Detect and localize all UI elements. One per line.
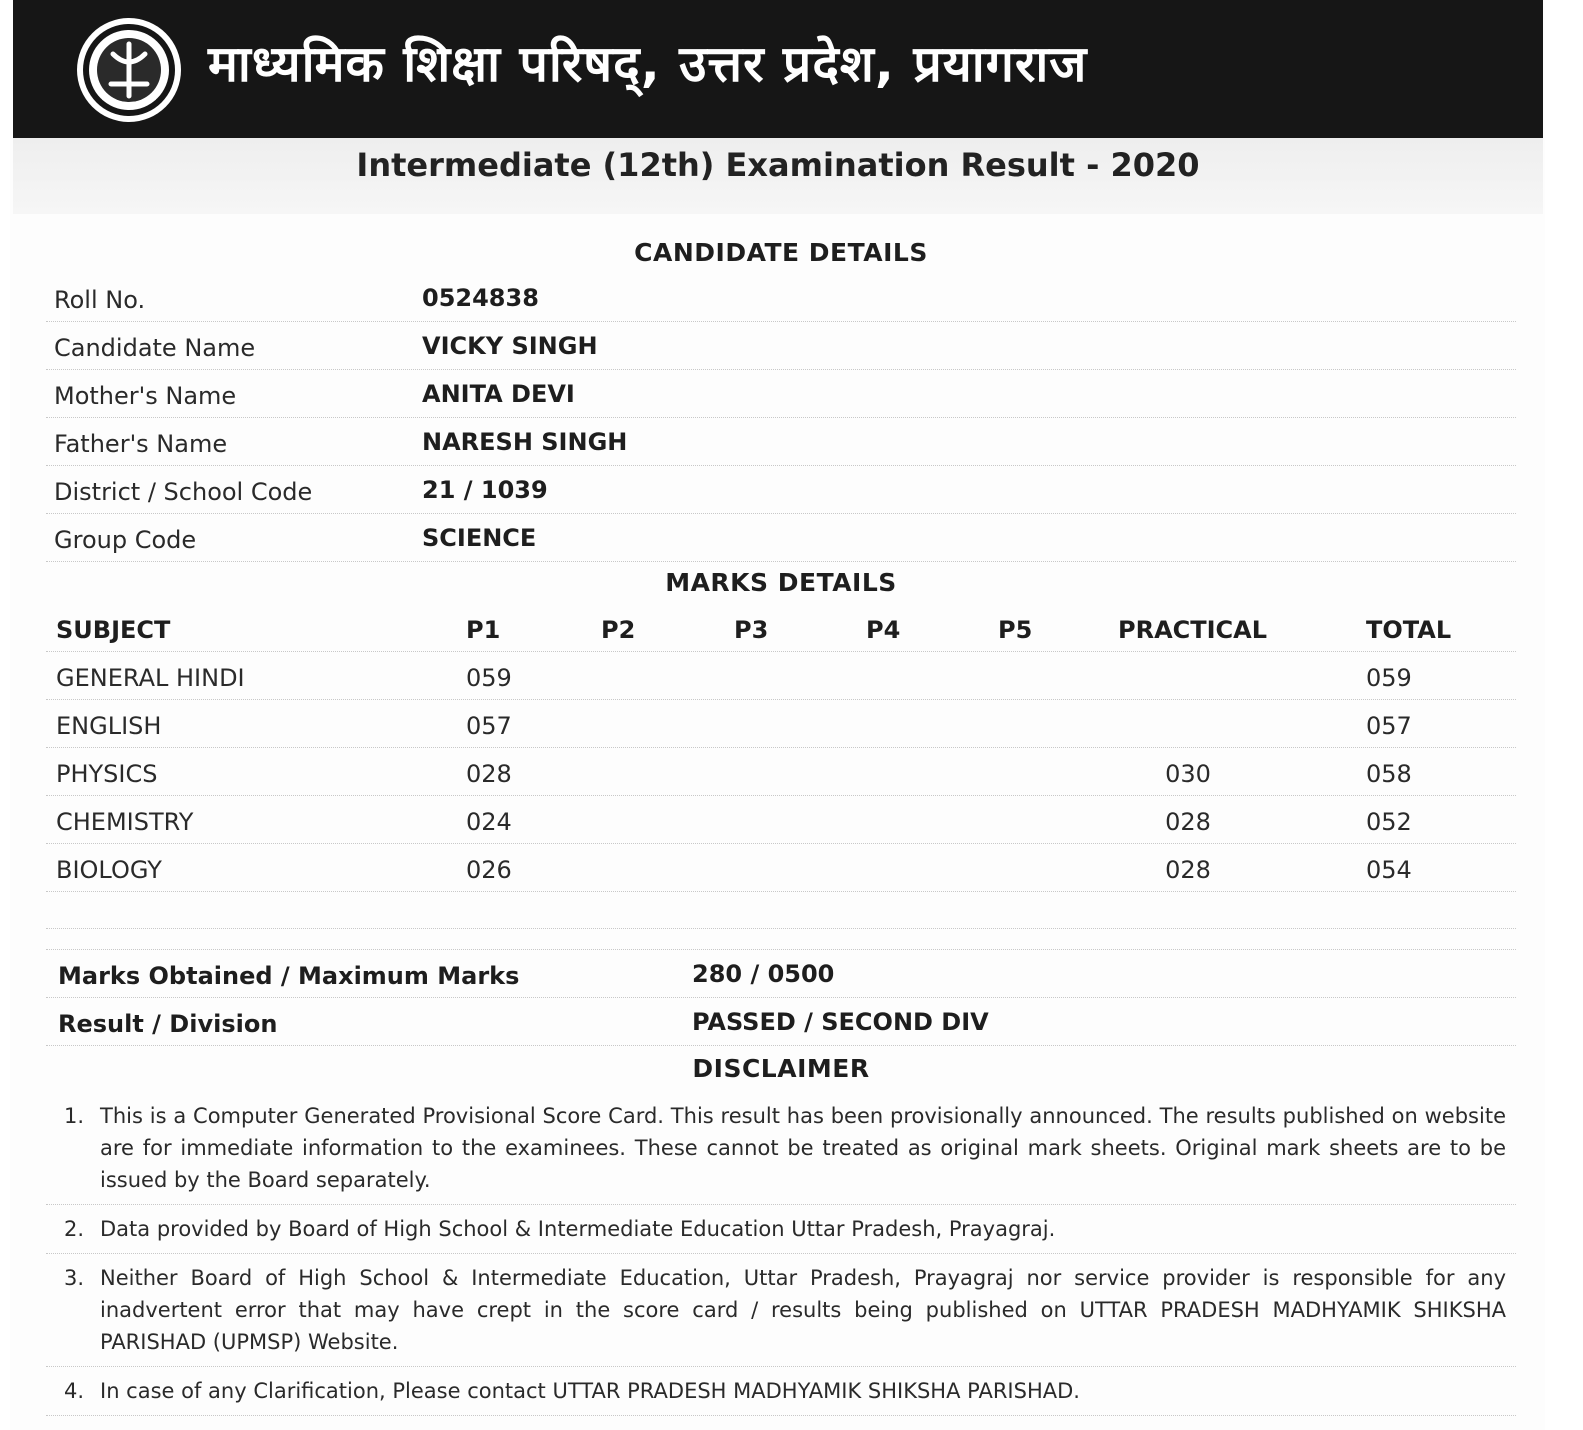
disclaimer-text: In case of any Clarification, Please contact UTTAR PRADESH MADHYAMIK SHIKSHA PARISHAD.	[100, 1379, 1080, 1403]
disclaimer-number: 4.	[64, 1379, 85, 1403]
detail-value: 21 / 1039	[422, 476, 548, 504]
cell-p1: 059	[466, 664, 512, 692]
candidate-detail-row	[46, 514, 1516, 562]
list-item	[46, 1254, 1516, 1367]
exam-title-bar	[13, 138, 1543, 214]
header-banner	[13, 0, 1543, 138]
table-row	[46, 700, 1516, 748]
detail-label: District / School Code	[54, 478, 313, 506]
disclaimer-number: 3.	[64, 1266, 85, 1290]
header-total: TOTAL	[1366, 616, 1452, 644]
disclaimer-number: 2.	[64, 1217, 85, 1241]
detail-label: Candidate Name	[54, 334, 256, 362]
candidate-details	[46, 274, 1516, 562]
marks-table-header	[46, 604, 1516, 652]
header-p3: P3	[734, 616, 769, 644]
cell-p1: 057	[466, 712, 512, 740]
list-item	[46, 1205, 1516, 1254]
table-spacer	[46, 892, 1516, 929]
candidate-detail-row	[46, 370, 1516, 418]
disclaimer-list	[46, 1092, 1516, 1416]
list-item	[46, 1367, 1516, 1416]
cell-total: 052	[1366, 808, 1412, 836]
result-content	[46, 238, 1516, 1416]
candidate-detail-row	[46, 418, 1516, 466]
disclaimer-text: Neither Board of High School & Intermediate Education, Uttar Pradesh, Prayagraj nor service provider is responsible for any inadvertent error that may have crept in the score card / results being published on UTTAR PRADESH MADHYAMIK SHIKSHA PARISHAD (UPMSP) Website.	[100, 1266, 1506, 1354]
disclaimer-number: 1.	[64, 1104, 85, 1128]
cell-p1: 028	[466, 760, 512, 788]
detail-label: Roll No.	[54, 286, 146, 314]
detail-value: ANITA DEVI	[422, 380, 575, 408]
table-row	[46, 748, 1516, 796]
candidate-detail-row	[46, 274, 1516, 322]
detail-value: SCIENCE	[422, 524, 537, 552]
result-division-label: Result / Division	[58, 1010, 278, 1038]
candidate-detail-row	[46, 322, 1516, 370]
header-p1: P1	[466, 616, 501, 644]
cell-total: 054	[1366, 856, 1412, 884]
upmsp-emblem-icon	[73, 14, 185, 126]
header-p5: P5	[998, 616, 1033, 644]
cell-subject: BIOLOGY	[56, 856, 162, 884]
table-row	[46, 844, 1516, 892]
disclaimer-title: DISCLAIMER	[692, 1054, 870, 1083]
disclaimer-text: This is a Computer Generated Provisional Score Card. This result has been provisionally announced. The results published on website are for immediate information to the examinees. These cannot be treated as original mark sheets. Original mark sheets are to be issued by the Board separately.	[100, 1104, 1506, 1192]
cell-p1: 024	[466, 808, 512, 836]
cell-total: 058	[1366, 760, 1412, 788]
marks-obtained-value: 280 / 0500	[692, 960, 835, 988]
marks-table-body	[46, 652, 1516, 892]
list-item	[46, 1092, 1516, 1205]
detail-label: Mother's Name	[54, 382, 237, 410]
detail-label: Group Code	[54, 526, 197, 554]
table-row	[46, 796, 1516, 844]
marks-obtained-label: Marks Obtained / Maximum Marks	[58, 962, 520, 990]
board-title: माध्यमिक शिक्षा परिषद्, उत्तर प्रदेश, प्रयागराज	[208, 35, 1088, 93]
cell-subject: CHEMISTRY	[56, 808, 194, 836]
table-spacer	[46, 929, 1516, 950]
result-summary-row	[46, 998, 1516, 1046]
cell-practical: 028	[1165, 808, 1211, 836]
cell-total: 057	[1366, 712, 1412, 740]
detail-label: Father's Name	[54, 430, 228, 458]
detail-value: 0524838	[422, 284, 539, 312]
result-division-value: PASSED / SECOND DIV	[692, 1008, 989, 1036]
exam-title: Intermediate (12th) Examination Result - 2020	[356, 146, 1200, 184]
header-practical: PRACTICAL	[1118, 616, 1268, 644]
cell-subject: ENGLISH	[56, 712, 162, 740]
header-p2: P2	[601, 616, 636, 644]
marks-details-title: MARKS DETAILS	[665, 568, 897, 597]
table-row	[46, 652, 1516, 700]
candidate-details-title: CANDIDATE DETAILS	[634, 238, 928, 267]
header-subject: SUBJECT	[56, 616, 171, 644]
cell-p1: 026	[466, 856, 512, 884]
cell-practical: 028	[1165, 856, 1211, 884]
marks-summary-row	[46, 950, 1516, 998]
cell-subject: PHYSICS	[56, 760, 158, 788]
disclaimer-text: Data provided by Board of High School & Intermediate Education Uttar Pradesh, Prayagraj.	[100, 1217, 1056, 1241]
detail-value: NARESH SINGH	[422, 428, 628, 456]
cell-total: 059	[1366, 664, 1412, 692]
candidate-detail-row	[46, 466, 1516, 514]
cell-practical: 030	[1165, 760, 1211, 788]
result-card	[10, 0, 1545, 1430]
header-p4: P4	[866, 616, 901, 644]
detail-value: VICKY SINGH	[422, 332, 598, 360]
cell-subject: GENERAL HINDI	[56, 664, 245, 692]
